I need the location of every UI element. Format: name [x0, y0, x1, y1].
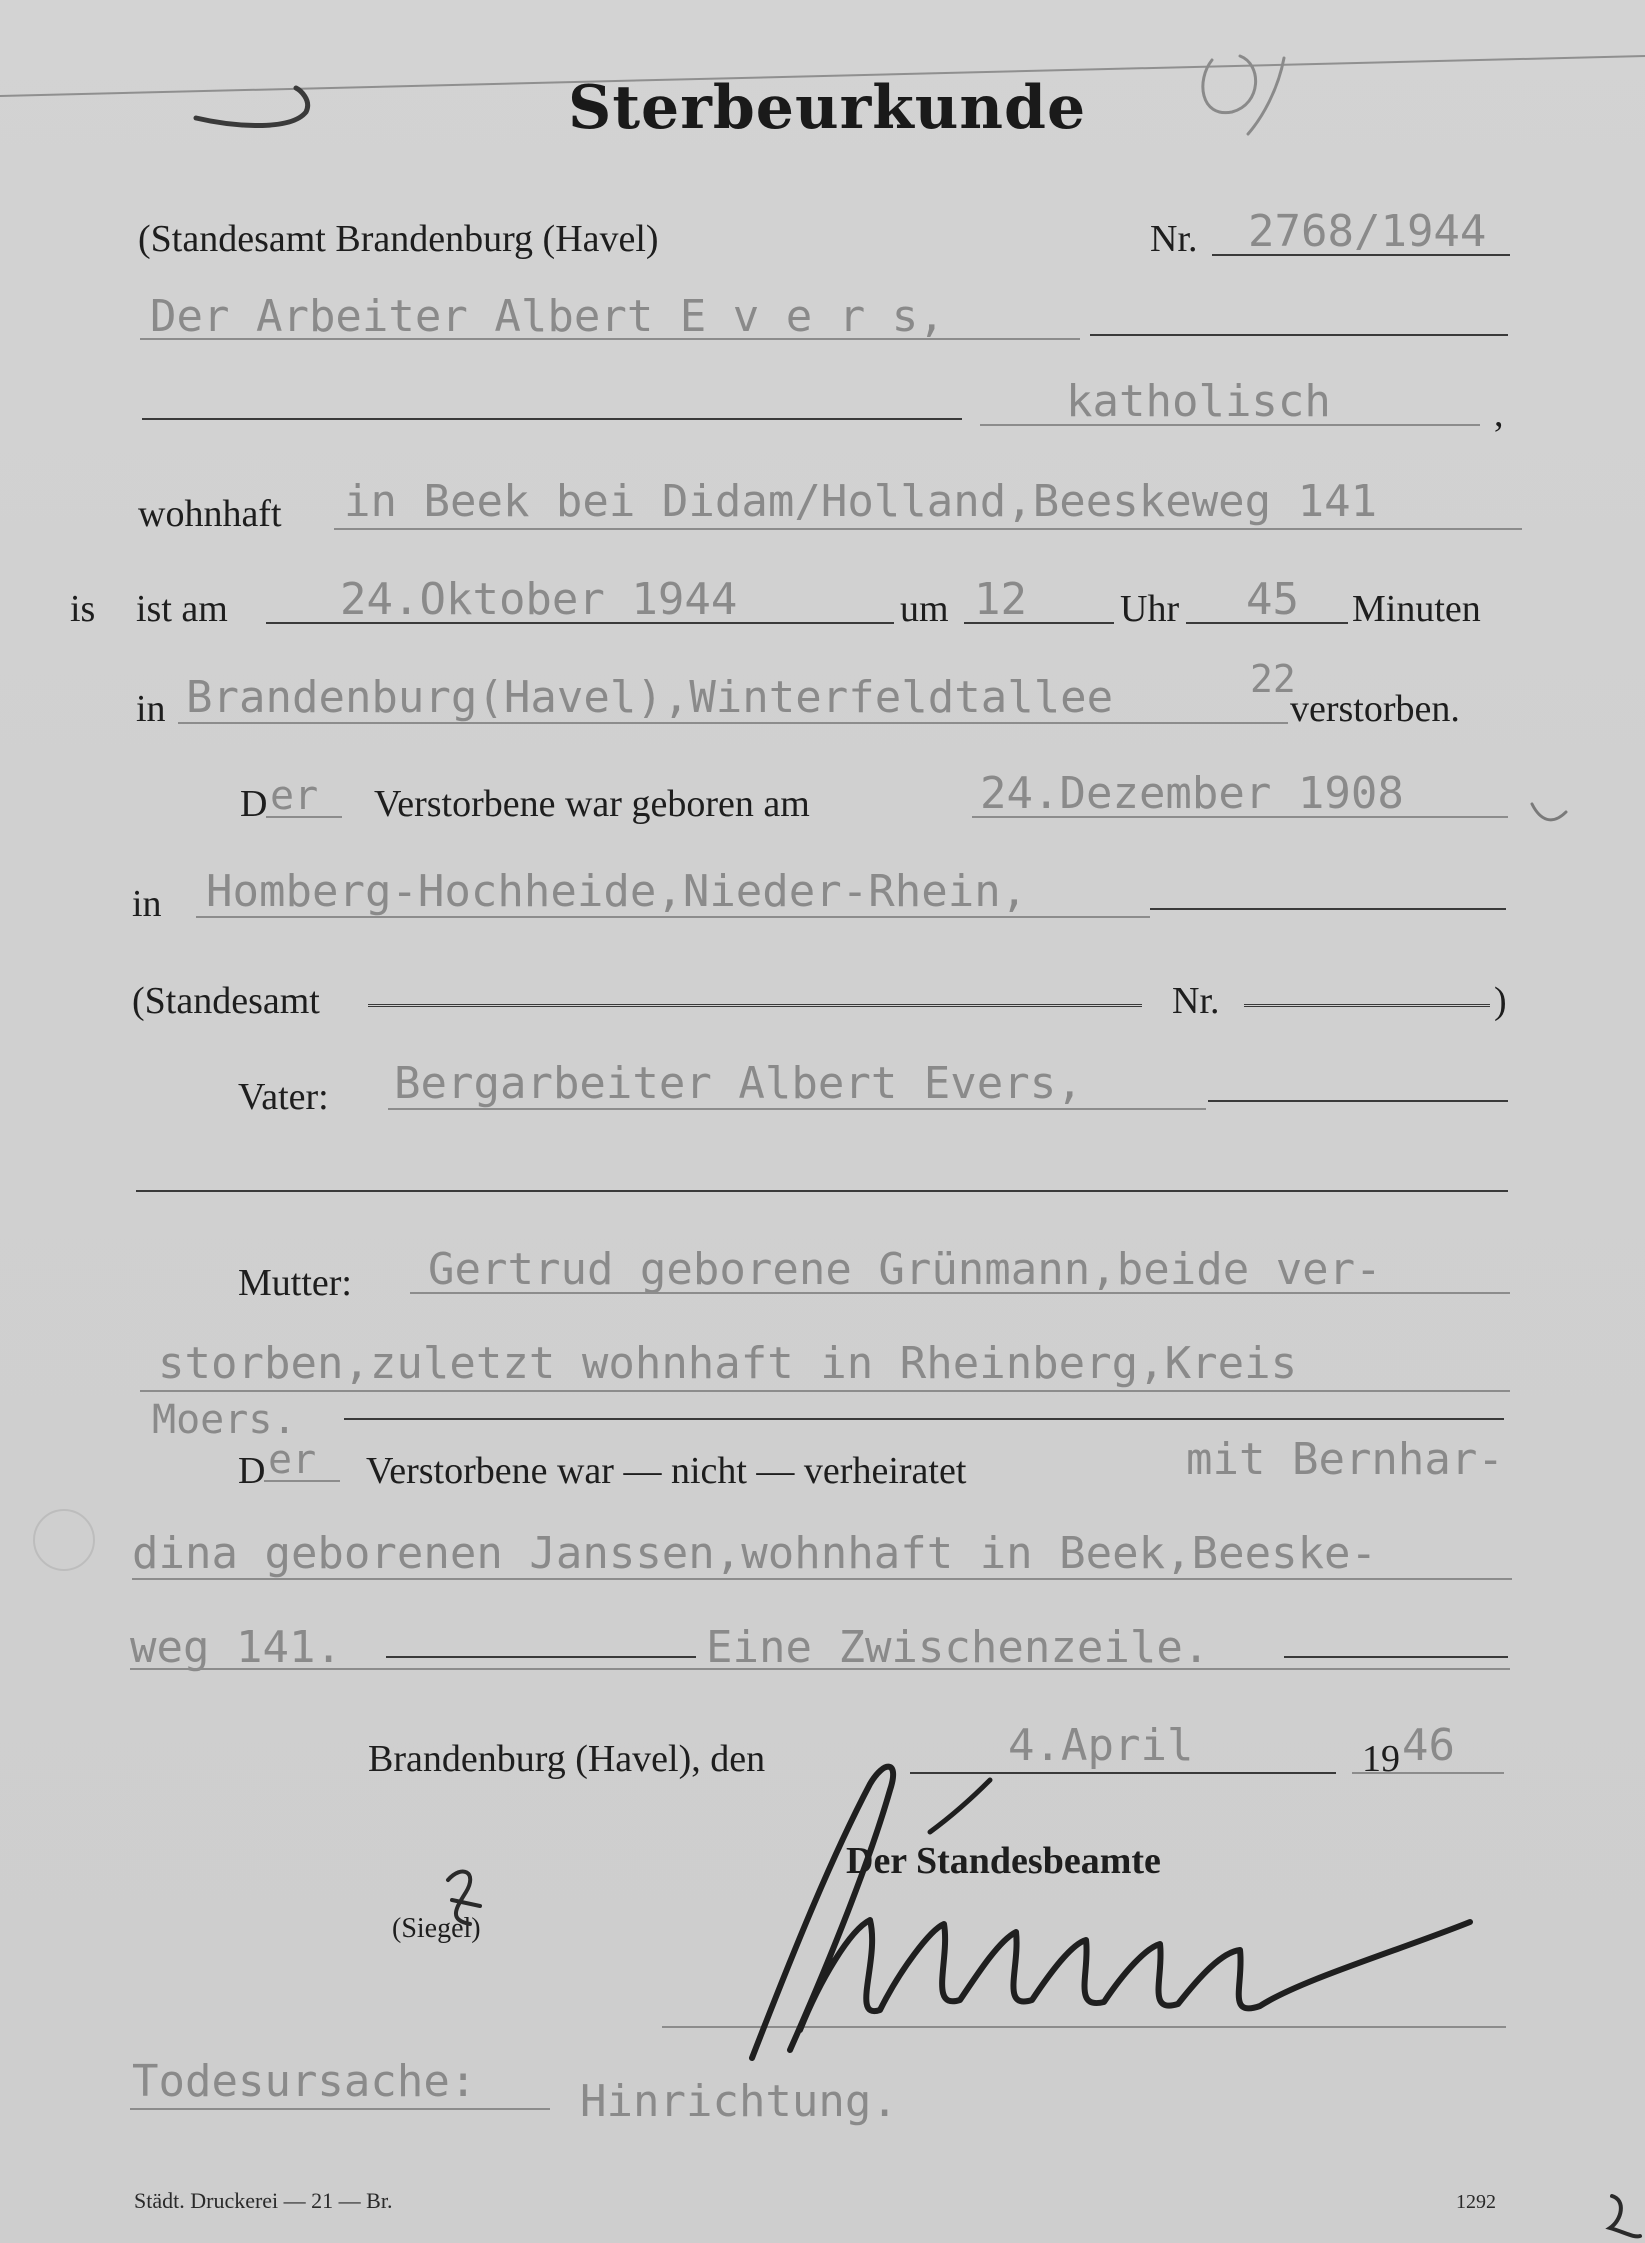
cause-of-death-label: Todesursache: [132, 2056, 477, 2107]
mutter-label: Mutter: [238, 1262, 352, 1304]
printer-note: Städt. Druckerei — 21 — Br. [134, 2188, 393, 2213]
mother-line-3: Moers. [152, 1397, 297, 1443]
religion-underline [980, 424, 1480, 426]
death-place: Brandenburg(Havel),Winterfeldtallee [186, 672, 1114, 723]
place-date-label: Brandenburg (Havel), den [368, 1738, 766, 1780]
mother-line-fill [344, 1418, 1504, 1420]
father-line-fill [1208, 1100, 1508, 1102]
punch-hole-mark [34, 1510, 94, 1570]
nr-label: Nr. [1150, 218, 1198, 260]
death-date-underline [266, 622, 894, 624]
religion-comma: , [1494, 393, 1504, 435]
father-underline [388, 1108, 1206, 1110]
death-minute: 45 [1246, 574, 1299, 625]
death-date: 24.Oktober 1944 [340, 574, 738, 625]
birth-place-underline [196, 916, 1150, 918]
residence: in Beek bei Didam/Holland,Beeskeweg 141 [344, 476, 1378, 527]
uhr-label: Uhr [1120, 588, 1180, 630]
cause-label-underline [130, 2108, 550, 2110]
issue-year-underline [1352, 1772, 1504, 1774]
seal-label: (Siegel) [392, 1913, 481, 1944]
death-place-number: 22 [1250, 657, 1296, 701]
official-title: Der Standesbeamte [846, 1840, 1161, 1882]
signature-line [662, 2026, 1506, 2028]
mother-line-1: Gertrud geborene Grünmann,beide ver- [428, 1244, 1382, 1295]
spouse-line-2: dina geborenen Janssen,wohnhaft in Beek,Beeske- [132, 1528, 1378, 1579]
spouse-underline-3 [130, 1668, 1510, 1670]
cause-of-death-value: Hinrichtung. [580, 2076, 898, 2127]
margin-mark-is: is [70, 588, 96, 630]
spouse-line-1: mit Bernhar- [1186, 1434, 1504, 1485]
mother-underline-1 [410, 1292, 1510, 1294]
born-prefix: D [240, 783, 268, 825]
spouse-line-3b: Eine Zwischenzeile. [706, 1622, 1210, 1673]
spouse-line-fill-b [1284, 1656, 1508, 1658]
gender-suffix-married: er [268, 1437, 317, 1483]
religion-line-fill [142, 418, 962, 420]
check-mark [1532, 804, 1566, 820]
form-number: 1292 [1456, 2191, 1496, 2213]
spouse-line-fill-a [386, 1656, 696, 1658]
minuten-label: Minuten [1352, 588, 1481, 630]
wohnhaft-label: wohnhaft [138, 493, 282, 535]
official-signature [752, 1767, 1470, 2058]
birth-place-line-fill [1150, 908, 1506, 910]
mother-line-2: storben,zuletzt wohnhaft in Rheinberg,Kreis [158, 1338, 1298, 1389]
gender-suffix-married-underline [264, 1480, 340, 1482]
issue-year-suffix: 46 [1402, 1720, 1455, 1771]
vater-label: Vater: [238, 1076, 329, 1118]
birth-place-in-label: in [132, 883, 162, 925]
nr-underline [1212, 254, 1510, 256]
hour-underline [964, 622, 1114, 624]
issue-date-underline [910, 1772, 1336, 1774]
issue-date: 4.April [1008, 1720, 1194, 1771]
death-hour: 12 [974, 574, 1027, 625]
married-text: Verstorbene war — nicht — verheiratet [366, 1450, 967, 1492]
death-place-in-label: in [136, 688, 166, 730]
document-title: Sterbeurkunde [568, 73, 1087, 143]
minute-underline [1186, 622, 1348, 624]
certificate-number: 2768/1944 [1248, 206, 1487, 257]
um-label: um [900, 588, 949, 630]
death-place-underline [178, 722, 1288, 724]
standesamt-header: (Standesamt Brandenburg (Havel) [138, 218, 659, 260]
gender-suffix-underline [266, 816, 342, 818]
pencil-mark [196, 88, 308, 126]
mother-underline-2 [140, 1390, 1510, 1392]
verstorben-label: verstorben. [1290, 688, 1460, 730]
standesamt-label: (Standesamt [132, 980, 320, 1022]
standesamt-nr-line [1244, 1004, 1490, 1010]
gender-suffix-born: er [270, 773, 319, 819]
signature-stroke [930, 1780, 990, 1832]
deceased-name: Der Arbeiter Albert E v e r s, [150, 291, 945, 342]
father: Bergarbeiter Albert Evers, [394, 1058, 1083, 1109]
name-underline [140, 338, 1080, 340]
close-paren: ) [1494, 980, 1507, 1022]
standesamt-line [368, 1004, 1142, 1010]
religion: katholisch [1066, 376, 1331, 427]
spouse-underline-2 [132, 1578, 1512, 1580]
birth-place: Homberg-Hochheide,Nieder-Rhein, [206, 866, 1028, 917]
name-line-fill [1090, 334, 1508, 336]
birth-date-underline [972, 816, 1508, 818]
married-prefix: D [238, 1450, 266, 1492]
year-prefix: 19 [1362, 1738, 1400, 1780]
born-text: Verstorbene war geboren am [374, 783, 810, 825]
ist-am-label: ist am [136, 588, 228, 630]
birth-date: 24.Dezember 1908 [980, 768, 1404, 819]
residence-underline [334, 528, 1522, 530]
corner-pencil-mark [1610, 2196, 1640, 2236]
standesamt-nr-label: Nr. [1172, 980, 1220, 1022]
spouse-line-3a: weg 141. [130, 1622, 342, 1673]
father-second-line [136, 1190, 1508, 1192]
pencil-annotation [1203, 56, 1284, 134]
